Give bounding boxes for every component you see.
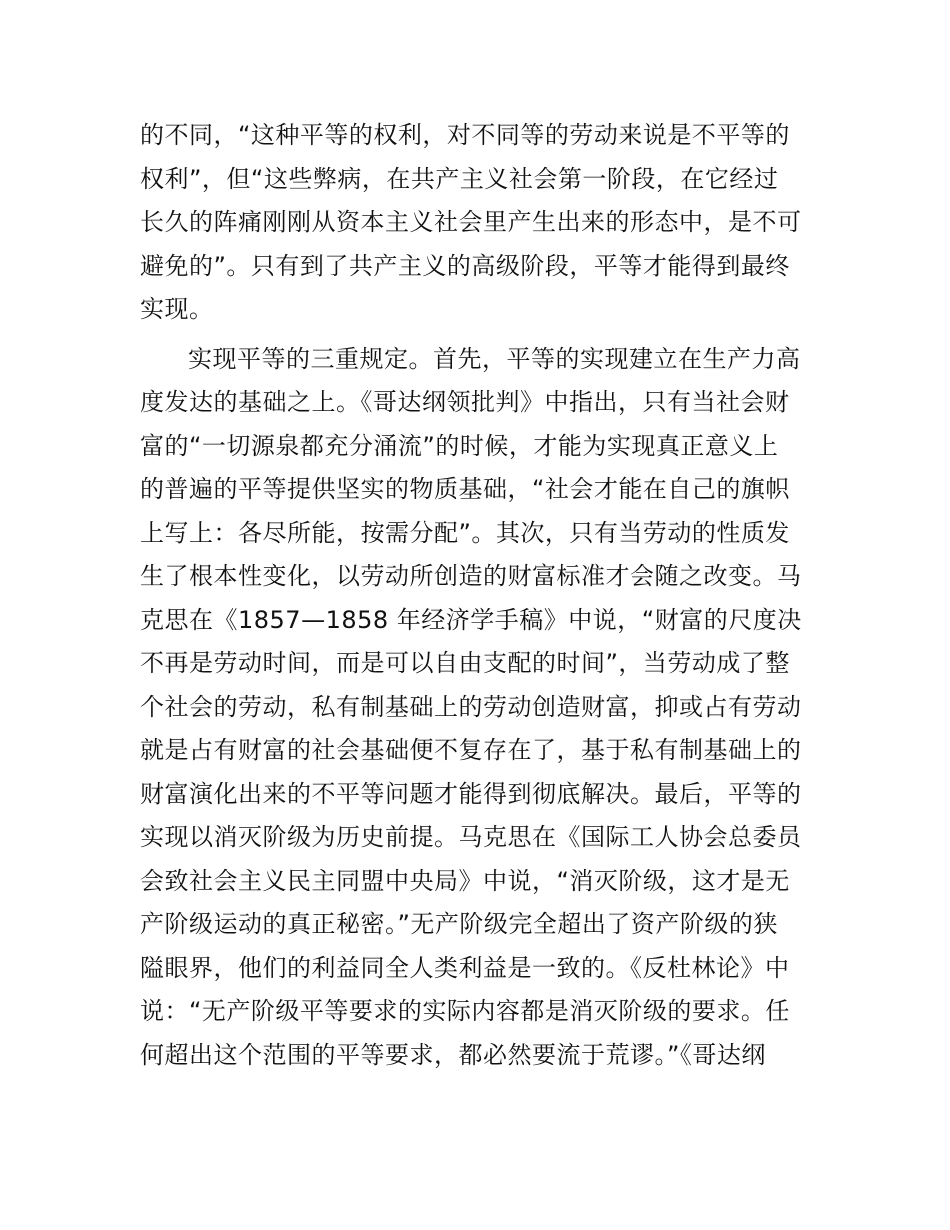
- paragraph-2: [140, 338, 812, 1078]
- text-line: 何超出这个范围的平等要求，都必然要流于荒谬。”《哥达纲: [140, 1040, 766, 1069]
- text-line: 权利”，但“这些弊病，在共产主义社会第一阶段，在它经过: [140, 164, 779, 193]
- text-line: 实现。: [140, 295, 214, 323]
- text-line: 隘眼界，他们的利益同全人类利益是一致的。《反杜林论》中: [140, 953, 790, 982]
- text-line: 说：“无产阶级平等要求的实际内容都是消灭阶级的要求。任: [140, 997, 790, 1025]
- text-line: 克思在《1857—1858 年经济学手稿》中说，“财富的尺度决: [140, 605, 802, 634]
- text-line: 产阶级运动的真正秘密。”无产阶级完全超出了资产阶级的狭: [140, 910, 778, 938]
- text-line: 不再是劳动时间，而是可以自由支配的时间”，当劳动成了整: [140, 649, 790, 677]
- text-line: 上写上：各尽所能，按需分配”。其次，只有当劳动的性质发: [140, 518, 790, 547]
- text-line: 长久的阵痛刚刚从资本主义社会里产生出来的形态中，是不可: [140, 208, 802, 236]
- text-line: 的不同，“这种平等的权利，对不同等的劳动来说是不平等的: [140, 121, 790, 149]
- text-line: 的普遍的平等提供坚实的物质基础，“社会才能在自己的旗帜: [140, 475, 790, 503]
- text-line: 富的“一切源泉都充分涌流”的时候，才能为实现真正意义上: [140, 431, 779, 460]
- text-line: 就是占有财富的社会基础便不复存在了，基于私有制基础上的: [140, 736, 802, 764]
- text-line: 财富演化出来的不平等问题才能得到彻底解决。最后，平等的: [140, 779, 802, 808]
- text-line: 度发达的基础之上。《哥达纲领批判》中指出，只有当社会财: [140, 388, 790, 416]
- text-line: 个社会的劳动，私有制基础上的劳动创造财富，抑或占有劳动: [140, 692, 802, 721]
- text-line: 会致社会主义民主同盟中央局》中说，“消灭阶级，这才是无: [140, 866, 790, 895]
- text-line: 避免的”。只有到了共产主义的高级阶段，平等才能得到最终: [140, 251, 790, 280]
- text-line: 生了根本性变化，以劳动所创造的财富标准才会随之改变。马: [140, 562, 802, 590]
- document-page: [140, 114, 812, 1077]
- text-line: 实现以消灭阶级为历史前提。马克思在《国际工人协会总委员: [140, 823, 802, 851]
- text-line: 实现平等的三重规定。首先，平等的实现建立在生产力高: [188, 344, 801, 373]
- paragraph-1: [140, 114, 812, 332]
